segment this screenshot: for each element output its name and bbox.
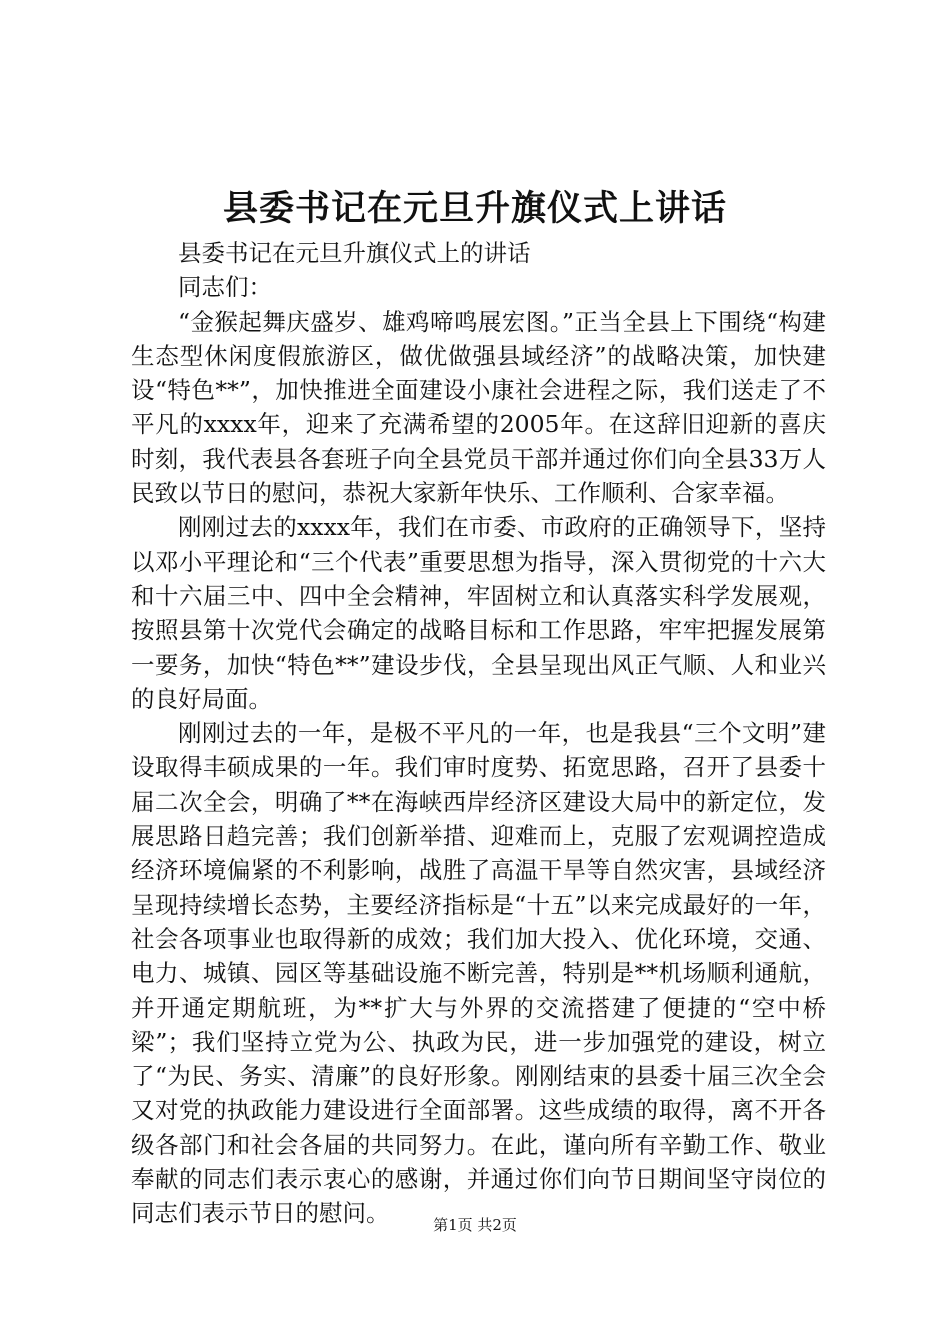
document-body xyxy=(131,236,826,1231)
paragraph: “金猴起舞庆盛岁、雄鸡啼鸣展宏图。”正当全县上下围绕“构建生态型休闲度假旅游区，做优做强县域经济”的战略决策，加快建设“特色**”，加快推进全面建设小康社会进程之际，我们送走了不平凡的xxxx年，迎来了充满希望的2005年。在这辞旧迎新的喜庆时刻，我代表县各套班子向全县党员干部并通过你们向全县33万人民致以节日的慰问，恭祝大家新年快乐、工作顺利、合家幸福。 xyxy=(131,307,826,508)
document-subtitle: 县委书记在元旦升旗仪式上的讲话 xyxy=(178,239,531,267)
paragraph: 刚刚过去的一年，是极不平凡的一年，也是我县“三个文明”建设取得丰硕成果的一年。我们审时度势、拓宽思路，召开了县委十届二次全会，明确了**在海峡西岸经济区建设大局中的新定位，发展思路日趋完善；我们创新举措、迎难而上，克服了宏观调控造成经济环境偏紧的不利影响，战胜了高温干旱等自然灾害，县域经济呈现持续增长态势，主要经济指标是“十五”以来完成最好的一年，社会各项事业也取得新的成效；我们加大投入、优化环境，交通、电力、城镇、园区等基础设施不断完善，特别是**机场顺利通航，并开通定期航班，为**扩大与外界的交流搭建了便捷的“空中桥梁”；我们坚持立党为公、执政为民，进一步加强党的建设，树立了“为民、务实、清廉”的良好形象。刚刚结束的县委十届三次全会又对党的执政能力建设进行全面部署。这些成绩的取得，离不开各级各部门和社会各届的共同努力。在此，谨向所有辛勤工作、敬业奉献的同志们表示衷心的感谢，并通过你们向节日期间坚守岗位的同志们表示节日的慰问。 xyxy=(131,719,826,1228)
page-number: 第1页 共2页 xyxy=(433,1216,517,1234)
document-title: 县委书记在元旦升旗仪式上讲话 xyxy=(222,188,727,229)
paragraph: 刚刚过去的xxxx年，我们在市委、市政府的正确领导下，坚持以邓小平理论和“三个代表”重要思想为指导，深入贯彻党的十六大和十六届三中、四中全会精神，牢固树立和认真落实科学发展观，按照县第十次党代会确定的战略目标和工作思路，牢牢把握发展第一要务，加快“特色**”建设步伐，全县呈现出风正气顺、人和业兴的良好局面。 xyxy=(131,513,826,713)
salutation: 同志们： xyxy=(178,273,272,302)
